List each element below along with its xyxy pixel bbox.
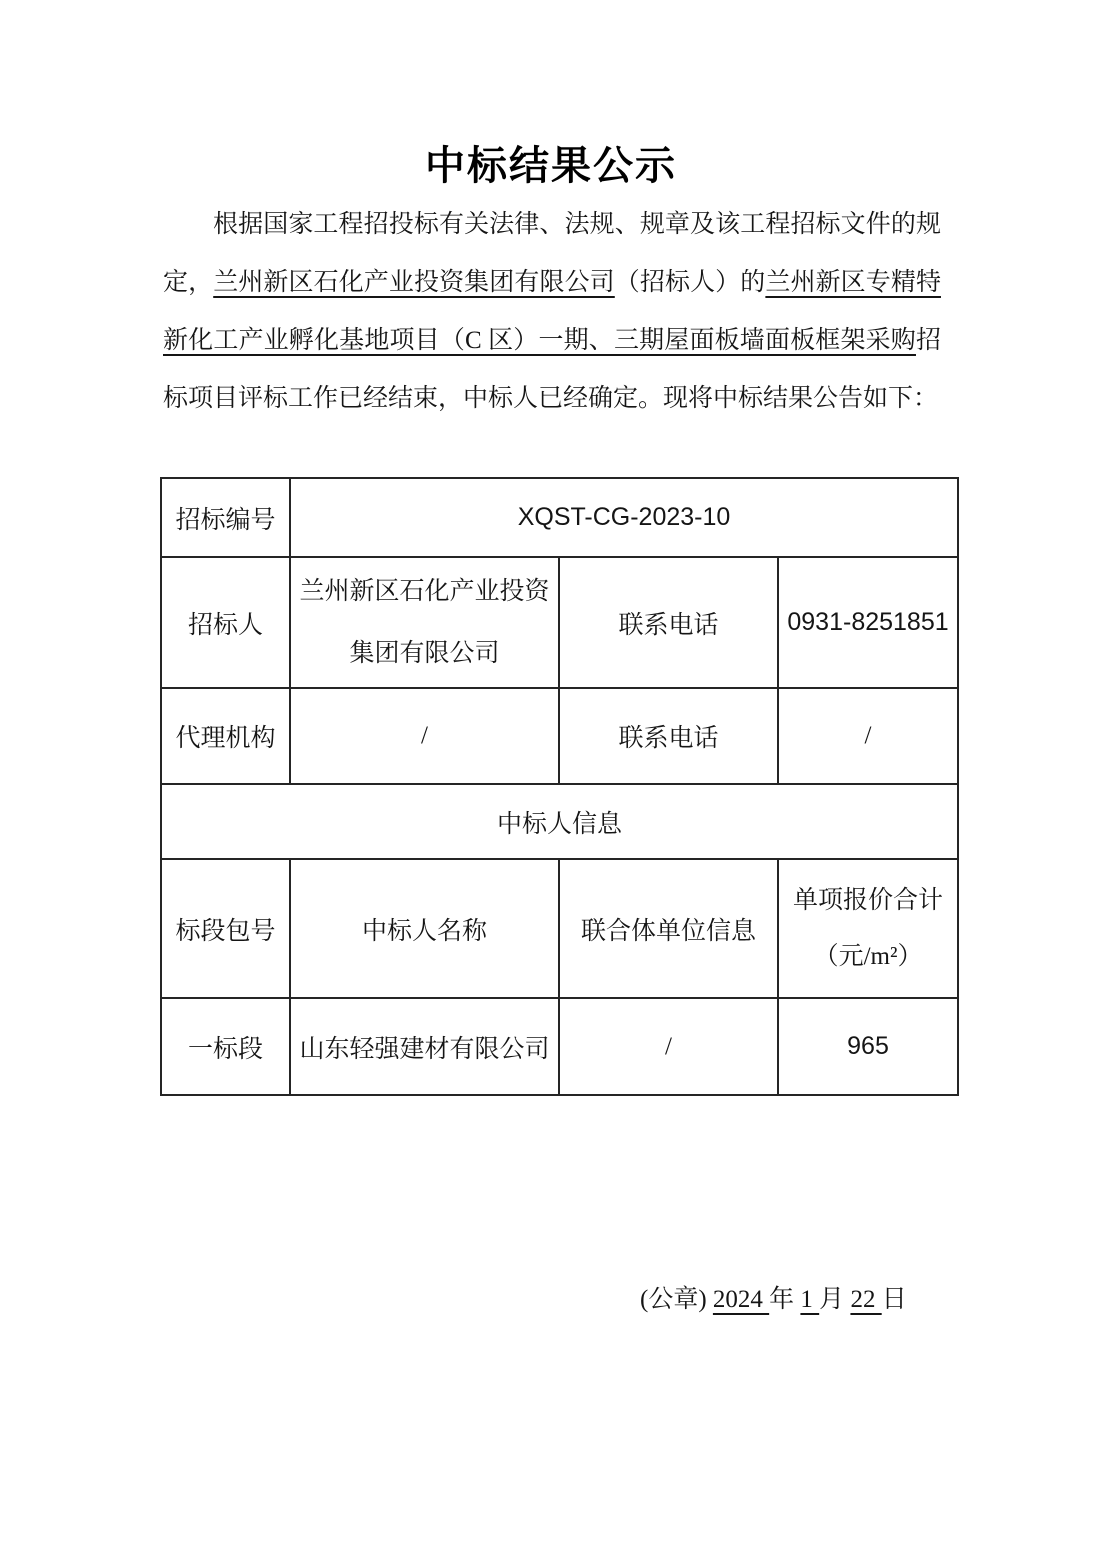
agency-value-cell: / [290, 688, 559, 784]
price-header-cell [778, 859, 958, 998]
tenderer-phone-value-cell: 0931-8251851 [778, 557, 958, 688]
price-header-line1: 单项报价合计 [793, 886, 944, 914]
tenderer-name-cell: 兰州新区石化产业投资集团有限公司 [290, 557, 559, 688]
package-header-cell: 标段包号 [161, 859, 290, 998]
price-header-line2: （元/m²） [813, 942, 923, 970]
table-row [161, 478, 958, 557]
agency-phone-label-cell: 联系电话 [559, 688, 778, 784]
seal-label: (公章) [640, 1286, 713, 1313]
tenderer-phone-label-cell: 联系电话 [559, 557, 778, 688]
bid-result-table [160, 477, 959, 1096]
price-value-cell: 965 [778, 998, 958, 1095]
table-row [161, 557, 958, 688]
paragraph-segment: 招标项目评标工作已经结束，中标人已经确定。现将中标结果公告如下： [163, 327, 941, 412]
winner-name-header-cell: 中标人名称 [290, 859, 559, 998]
seal-date-line [615, 1251, 907, 1343]
table-row [161, 784, 958, 859]
agency-label-cell: 代理机构 [161, 688, 290, 784]
table-row [161, 688, 958, 784]
document-title: 中标结果公示 [425, 143, 677, 188]
paragraph-segment: 根据国家工程招投标有关法律、法规、规章及该工程招标文件的规定， [163, 211, 941, 296]
table-row [161, 998, 958, 1095]
paragraph-segment-underlined: 兰州新区专精特新化工产业孵化基地项目（C 区）一期、三期屋面板墙面板框架采购 [163, 269, 941, 354]
winner-section-header-cell: 中标人信息 [161, 784, 958, 859]
date-year-unit: 年 [769, 1286, 801, 1313]
paragraph-segment: （招标人）的 [614, 269, 766, 296]
winner-name-value-cell: 山东轻强建材有限公司 [290, 998, 559, 1095]
intro-paragraph [163, 196, 941, 428]
table-row [161, 859, 958, 998]
consortium-value-cell: / [559, 998, 778, 1095]
tenderer-label-cell: 招标人 [161, 557, 290, 688]
date-month-value: 1 [800, 1286, 820, 1313]
consortium-header-cell: 联合体单位信息 [559, 859, 778, 998]
package-value-cell: 一标段 [161, 998, 290, 1095]
agency-phone-value-cell: / [778, 688, 958, 784]
date-day-unit: 日 [881, 1286, 907, 1313]
date-year-value: 2024 [712, 1286, 770, 1313]
paragraph-segment-underlined: 兰州新区石化产业投资集团有限公司 [213, 269, 615, 296]
date-day-value: 22 [850, 1286, 882, 1313]
bid-number-value-cell: XQST-CG-2023-10 [290, 478, 958, 557]
date-month-unit: 月 [819, 1286, 851, 1313]
bid-number-label-cell: 招标编号 [161, 478, 290, 557]
